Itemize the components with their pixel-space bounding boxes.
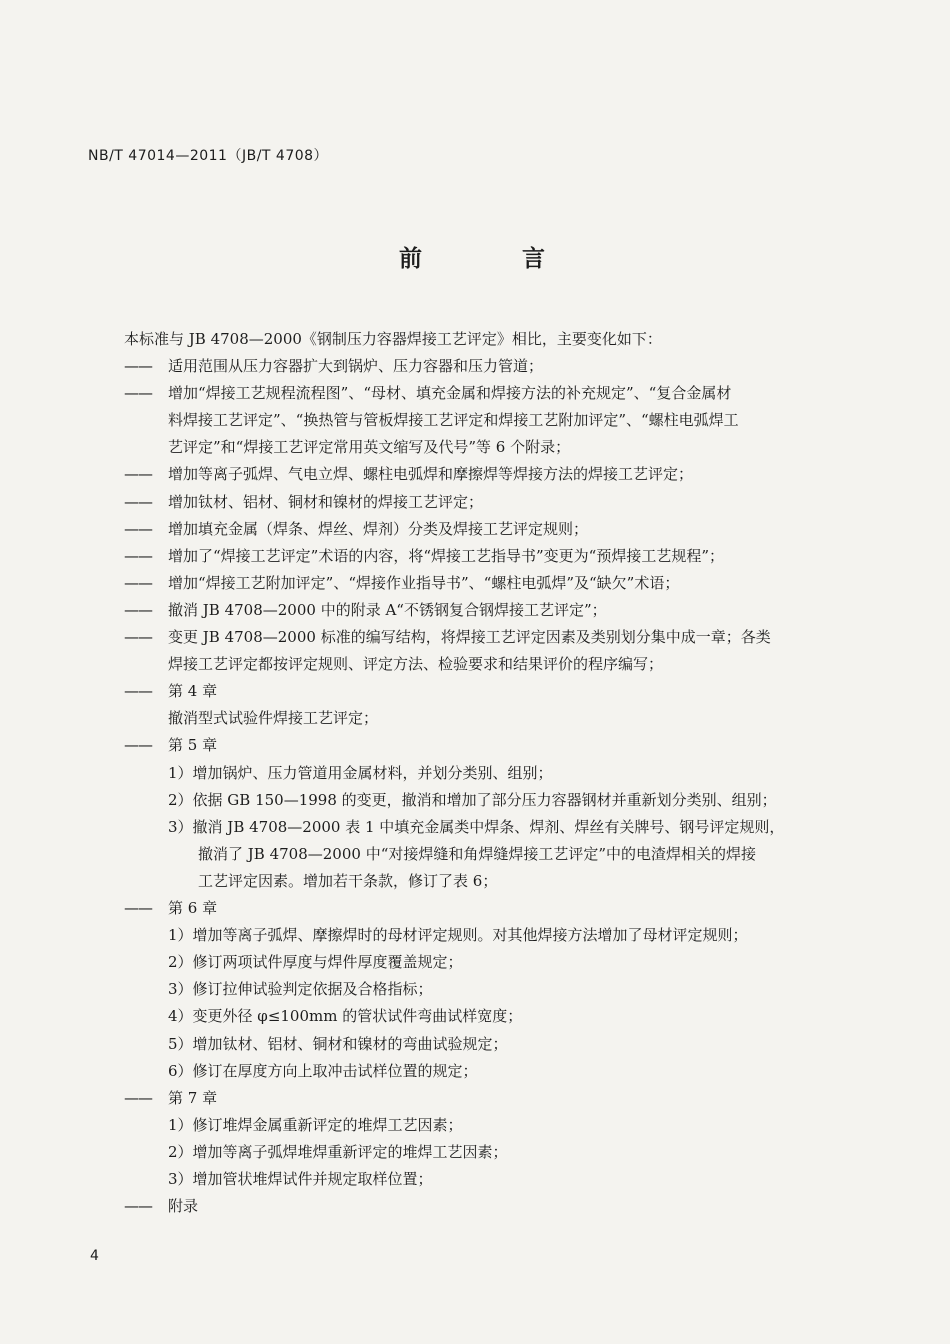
list-dash: —— (124, 1088, 152, 1107)
list-dash: —— (124, 736, 152, 755)
list-item: 撤消 JB 4708—2000 中的附录 A“不锈钢复合钢焊接工艺评定”； (168, 600, 607, 619)
list-item: 增加“焊接工艺附加评定”、“焊接作业指导书”、“螺柱电弧焊”及“缺欠”术语； (168, 573, 680, 592)
list-dash: —— (124, 465, 152, 484)
list-item: 第 6 章 (168, 899, 218, 917)
list-item-continuation: 料焊接工艺评定”、“换热管与管板焊接工艺评定和焊接工艺附加评定”、“螺柱电弧焊工 (168, 411, 739, 430)
list-item: 增加“焊接工艺规程流程图”、“母材、填充金属和焊接方法的补充规定”、“复合金属材 (168, 384, 732, 403)
list-dash: —— (124, 682, 152, 701)
list-dash: —— (124, 899, 152, 917)
list-item: 第 7 章 (168, 1088, 218, 1107)
list-dash: —— (124, 546, 152, 565)
intro-paragraph: 本标准与 JB 4708—2000《钢制压力容器焊接工艺评定》相比，主要变化如下： (124, 330, 662, 348)
list-item: 变更 JB 4708—2000 标准的编写结构，将焊接工艺评定因素及类别划分集中成一章；各类 (168, 628, 771, 646)
list-item-continuation: 2）修订两项试件厚度与焊件厚度覆盖规定； (168, 953, 463, 972)
list-item-continuation: 撤消了 JB 4708—2000 中“对接焊缝和角焊缝焊接工艺评定”中的电渣焊相关的焊接 (198, 844, 757, 863)
list-item-continuation: 工艺评定因素。增加若干条款，修订了表 6； (198, 871, 498, 890)
list-item-continuation: 2）依据 GB 150—1998 的变更，撤消和增加了部分压力容器钢材并重新划分类别、组别； (168, 790, 777, 809)
list-dash: —— (124, 492, 152, 511)
list-dash: —— (124, 357, 152, 375)
list-item-continuation: 3）增加管状堆焊试件并规定取样位置； (168, 1170, 433, 1188)
list-item-continuation: 2）增加等离子弧焊堆焊重新评定的堆焊工艺因素； (168, 1142, 508, 1161)
list-item: 增加填充金属（焊条、焊丝、焊剂）分类及焊接工艺评定规则； (168, 519, 589, 538)
list-item-continuation: 3）修订拉伸试验判定依据及合格指标； (168, 980, 433, 999)
list-item-continuation: 1）修订堆焊金属重新评定的堆焊工艺因素； (168, 1115, 463, 1134)
list-item-continuation: 撤消型式试验件焊接工艺评定； (168, 709, 379, 728)
list-item-continuation: 4）变更外径 φ≤100mm 的管状试件弯曲试样宽度； (168, 1007, 523, 1026)
document-header: NB/T 47014—2011（JB/T 4708） (88, 148, 329, 164)
list-dash: —— (124, 384, 152, 403)
page-number: 4 (90, 1248, 99, 1264)
list-item-continuation: 焊接工艺评定都按评定规则、评定方法、检验要求和结果评价的程序编写； (168, 655, 664, 674)
list-item: 增加钛材、铝材、铜材和镍材的焊接工艺评定； (168, 492, 484, 511)
list-item-continuation: 6）修订在厚度方向上取冲击试样位置的规定； (168, 1061, 478, 1080)
list-dash: —— (124, 519, 152, 538)
list-item-continuation: 3）撤消 JB 4708—2000 表 1 中填充金属类中焊条、焊剂、焊丝有关牌号、钢号评定规则， (168, 817, 785, 836)
list-item-continuation: 5）增加钛材、铝材、铜材和镍材的弯曲试验规定； (168, 1034, 508, 1053)
list-item: 增加等离子弧焊、气电立焊、螺柱电弧焊和摩擦焊等焊接方法的焊接工艺评定； (168, 465, 694, 484)
list-item-continuation: 1）增加等离子弧焊、摩擦焊时的母材评定规则。对其他焊接方法增加了母材评定规则； (168, 926, 748, 945)
list-item: 增加了“焊接工艺评定”术语的内容，将“焊接工艺指导书”变更为“预焊接工艺规程”； (168, 546, 725, 565)
list-dash: —— (124, 573, 152, 592)
list-item: 适用范围从压力容器扩大到锅炉、压力容器和压力管道； (168, 357, 544, 375)
page-title: 前 言 (398, 245, 591, 272)
list-dash: —— (124, 1197, 152, 1216)
list-item-continuation: 艺评定”和“焊接工艺评定常用英文缩写及代号”等 6 个附录； (168, 438, 571, 457)
list-item: 第 5 章 (168, 736, 218, 755)
list-item: 附录 (168, 1197, 199, 1216)
list-dash: —— (124, 628, 152, 646)
list-dash: —— (124, 600, 152, 619)
list-item: 第 4 章 (168, 682, 218, 701)
list-item-continuation: 1）增加锅炉、压力管道用金属材料，并划分类别、组别； (168, 763, 553, 782)
